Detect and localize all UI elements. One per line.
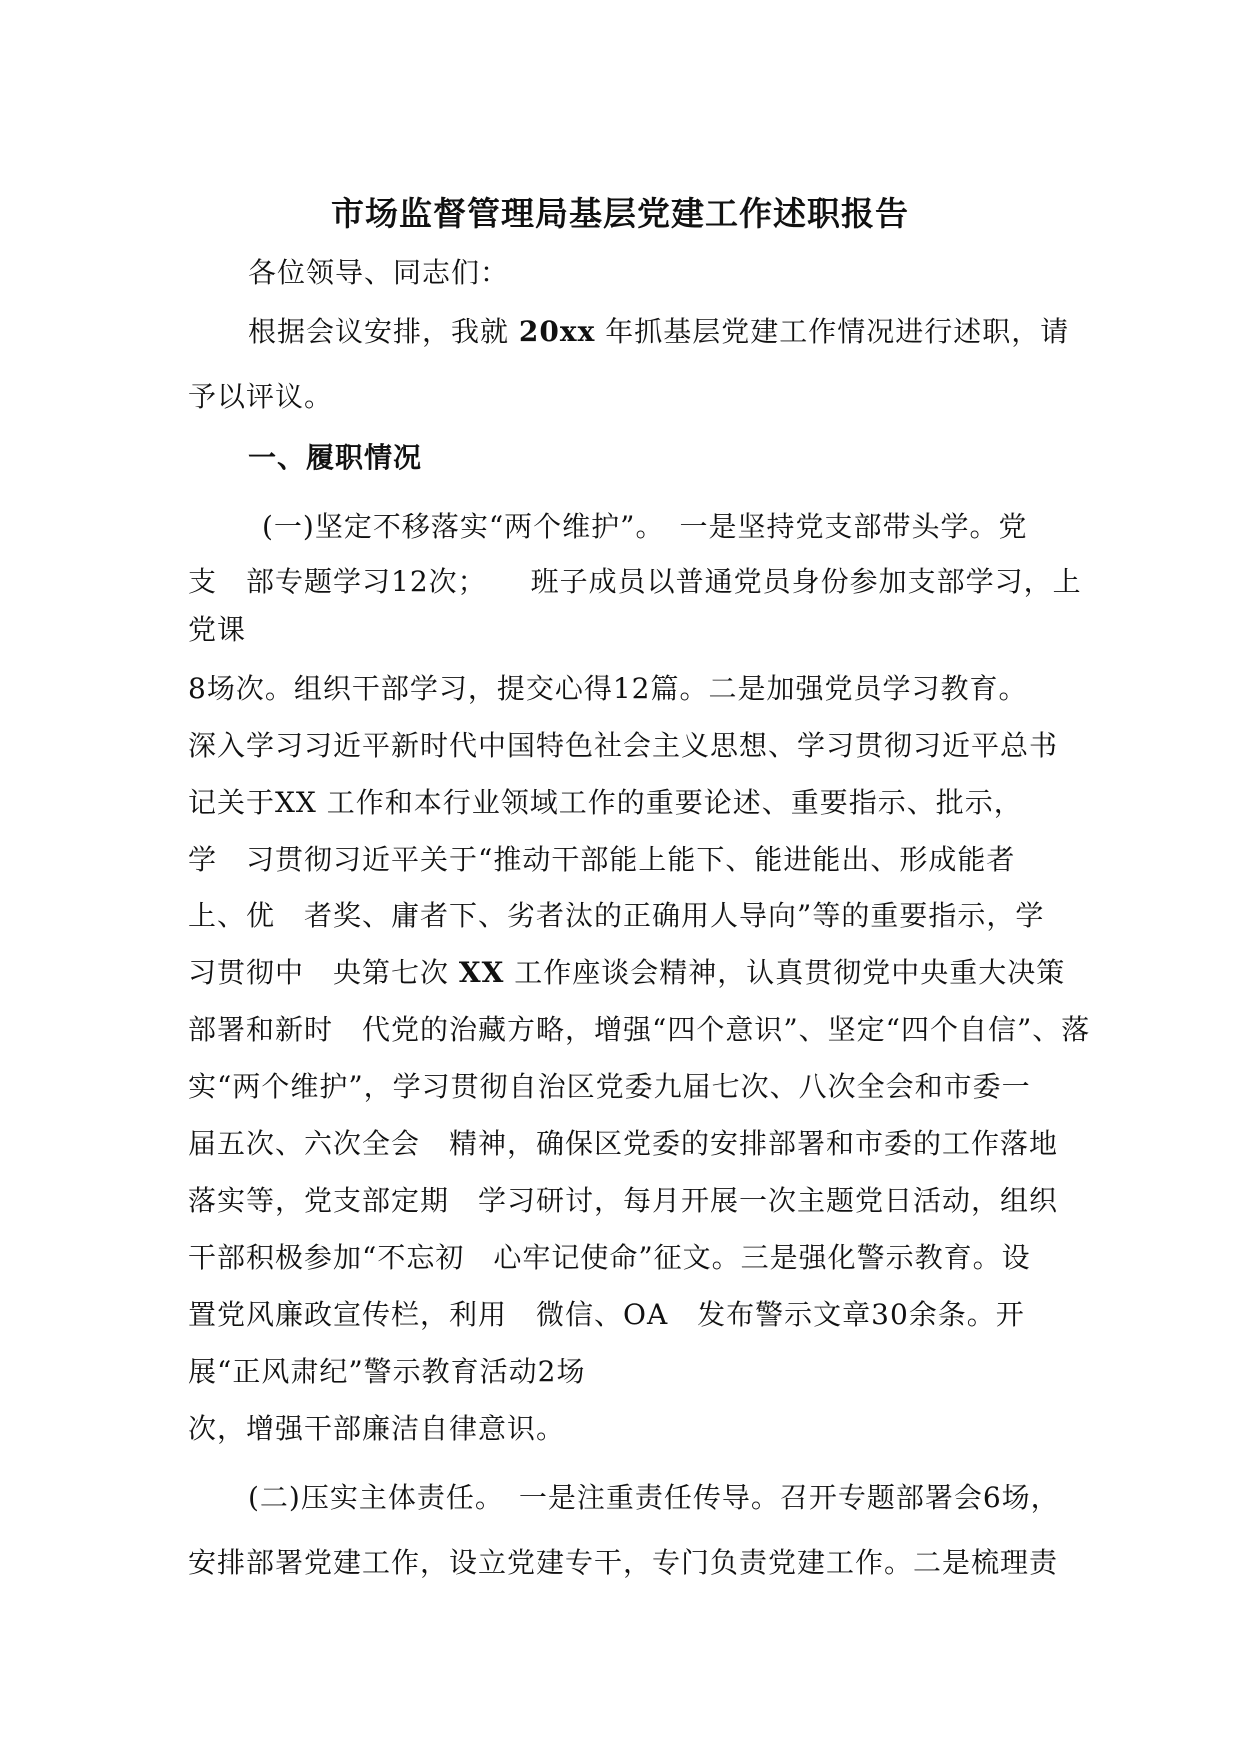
body-line: (二)压实主体责任。 一是注重责任传导。召开专题部署会6场， xyxy=(248,1481,1060,1514)
body-line-bold: XX xyxy=(458,956,505,989)
document-title: 市场监督管理局基层党建工作述职报告 xyxy=(331,194,909,233)
body-line: 次，增强干部廉洁自律意识。 xyxy=(188,1412,566,1445)
body-line: 记关于XX 工作和本行业领域工作的重要论述、重要指示、批示， xyxy=(188,786,1023,819)
intro-year: 20xx xyxy=(518,315,596,348)
intro-text-2: 年抓基层党建工作情况进行述职，请 xyxy=(605,315,1070,348)
intro-line-1 xyxy=(248,315,1070,349)
body-line: 部署和新时 代党的治藏方略，增强“四个意识”、坚定“四个自信”、落 xyxy=(188,1013,1091,1046)
body-line: 届五次、六次全会 精神，确保区党委的安排部署和市委的工作落地 xyxy=(188,1127,1059,1160)
body-line: 置党风廉政宣传栏，利用 微信、OA 发布警示文章30余条。开 xyxy=(188,1298,1025,1331)
intro-text-1: 根据会议安排，我就 xyxy=(248,315,510,348)
body-line xyxy=(188,956,1065,990)
section-heading: 一、履职情况 xyxy=(248,441,423,474)
body-line: 干部积极参加“不忘初 心牢记使命”征文。三是强化警示教育。设 xyxy=(188,1241,1031,1274)
body-line: 学 习贯彻习近平关于“推动干部能上能下、能进能出、形成能者 xyxy=(188,843,1016,876)
body-line: 深入学习习近平新时代中国特色社会主义思想、学习贯彻习近平总书 xyxy=(188,729,1059,762)
body-line: 党课 xyxy=(188,613,247,646)
body-line: 安排部署党建工作，设立党建专干，专门负责党建工作。二是梳理责 xyxy=(188,1546,1059,1579)
body-line: 8场次。组织干部学习，提交心得12篇。二是加强党员学习教育。 xyxy=(188,672,1028,705)
greeting: 各位领导、同志们： xyxy=(248,256,510,289)
body-line-part: 习贯彻中 央第七次 xyxy=(188,956,450,989)
body-line: 展“正风肃纪”警示教育活动2场 xyxy=(188,1355,586,1388)
body-line: (一)坚定不移落实“两个维护”。 一是坚持党支部带头学。党 xyxy=(262,510,1028,543)
body-line: 实“两个维护”，学习贯彻自治区党委九届七次、八次全会和市委一 xyxy=(188,1070,1031,1103)
body-line: 落实等，党支部定期 学习研讨，每月开展一次主题党日活动，组织 xyxy=(188,1184,1059,1217)
body-line: 支 部专题学习12次； 班子成员以普通党员身份参加支部学习，上 xyxy=(188,565,1082,598)
body-line-part: 工作座谈会精神，认真贯彻党中央重大决策 xyxy=(514,956,1066,989)
body-line: 上、优 者奖、庸者下、劣者汰的正确用人导向”等的重要指示，学 xyxy=(188,899,1045,932)
intro-line-2: 予以评议。 xyxy=(188,380,334,413)
